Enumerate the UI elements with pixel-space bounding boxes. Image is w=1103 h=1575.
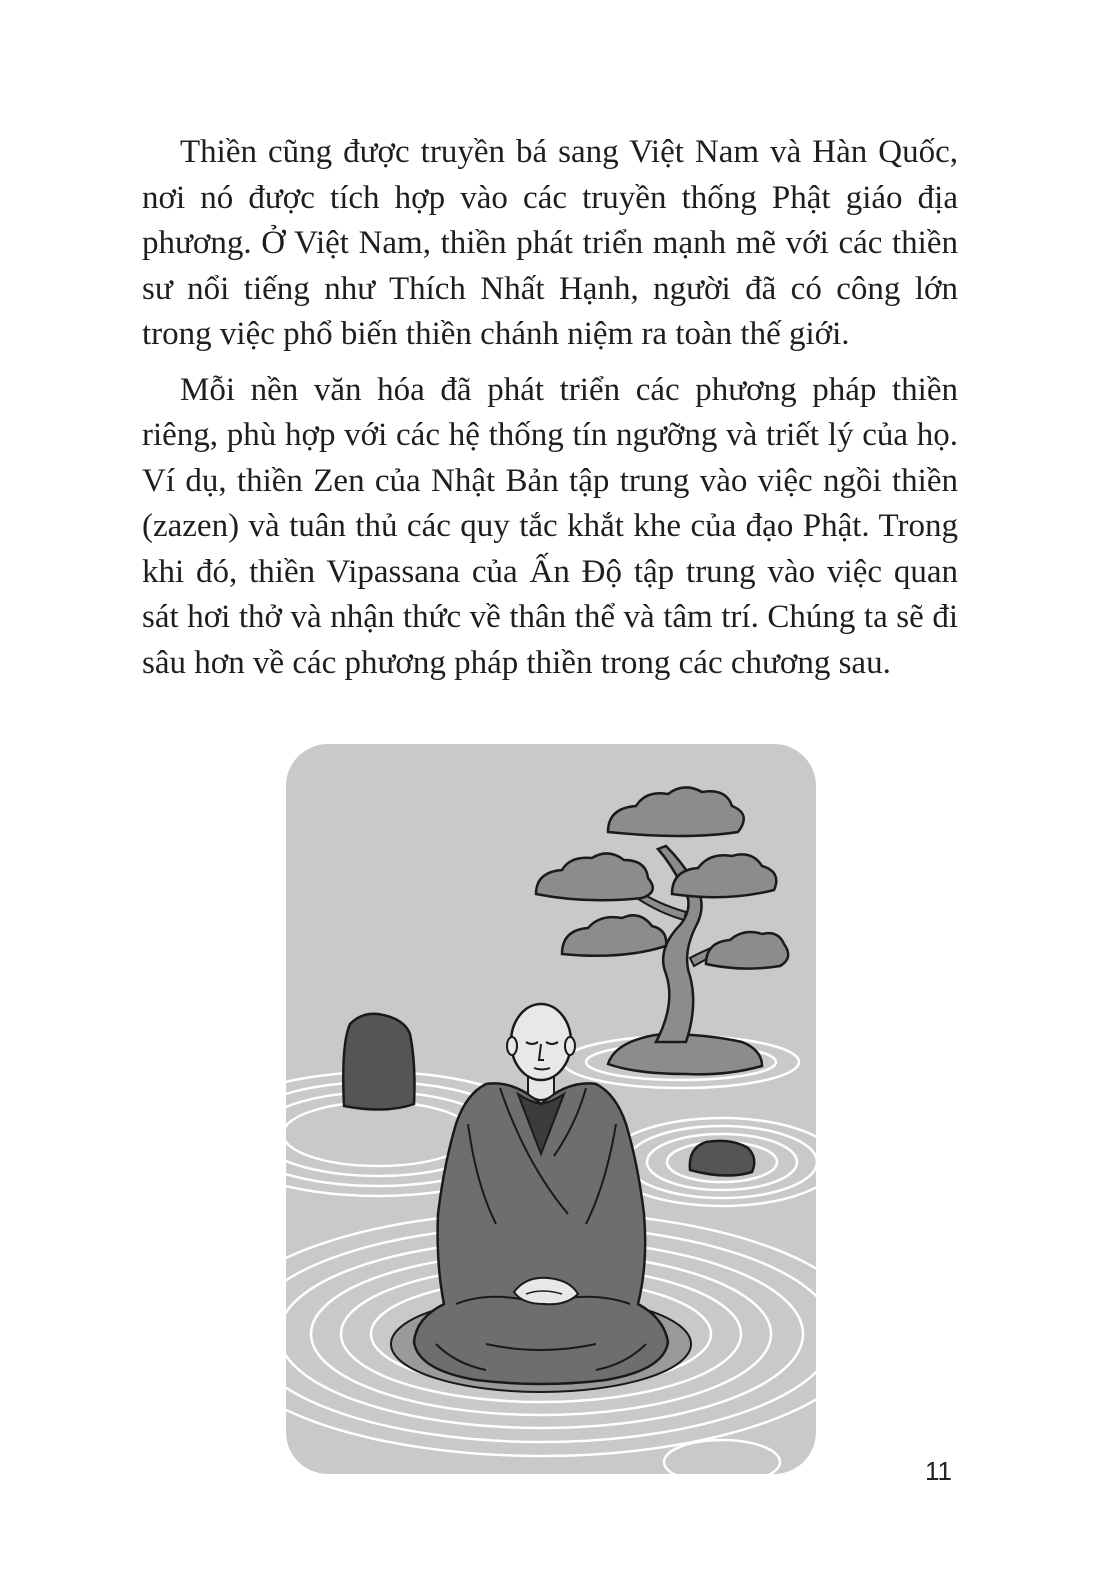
monk-ear [565,1037,575,1055]
paragraph-1: Thiền cũng được truyền bá sang Việt Nam và Hàn Quốc, nơi nó được tích hợp vào các truyền thống Phật giáo địa phương. Ở Việt Nam, thiền phát triển mạnh mẽ với các thiền sư nổi tiếng như Thích Nhất Hạnh, người đã có công lớn trong việc phổ biến thiền chánh niệm ra toàn thế giới. [142,134,958,352]
monk-ear [507,1037,517,1055]
small-stone [690,1141,754,1176]
paragraph-2: Mỗi nền văn hóa đã phát triển các phương pháp thiền riêng, phù hợp với các hệ thống tín ngưỡng và triết lý của họ. Ví dụ, thiền Zen của Nhật Bản tập trung vào việc ngồi thiền (zazen) và tuân thủ các quy tắc khắt khe của đạo Phật. Trong khi đó, thiền Vipassana của Ấn Độ tập trung vào việc quan sát hơi thở và nhận thức về thân thể và tâm trí. Chúng ta sẽ đi sâu hơn về các phương pháp thiền trong các chương sau. [142,371,958,681]
meditating-monk-illustration [286,744,816,1474]
left-stone [343,1014,414,1110]
body-text [142,130,958,696]
page-number: 11 [925,1456,952,1486]
